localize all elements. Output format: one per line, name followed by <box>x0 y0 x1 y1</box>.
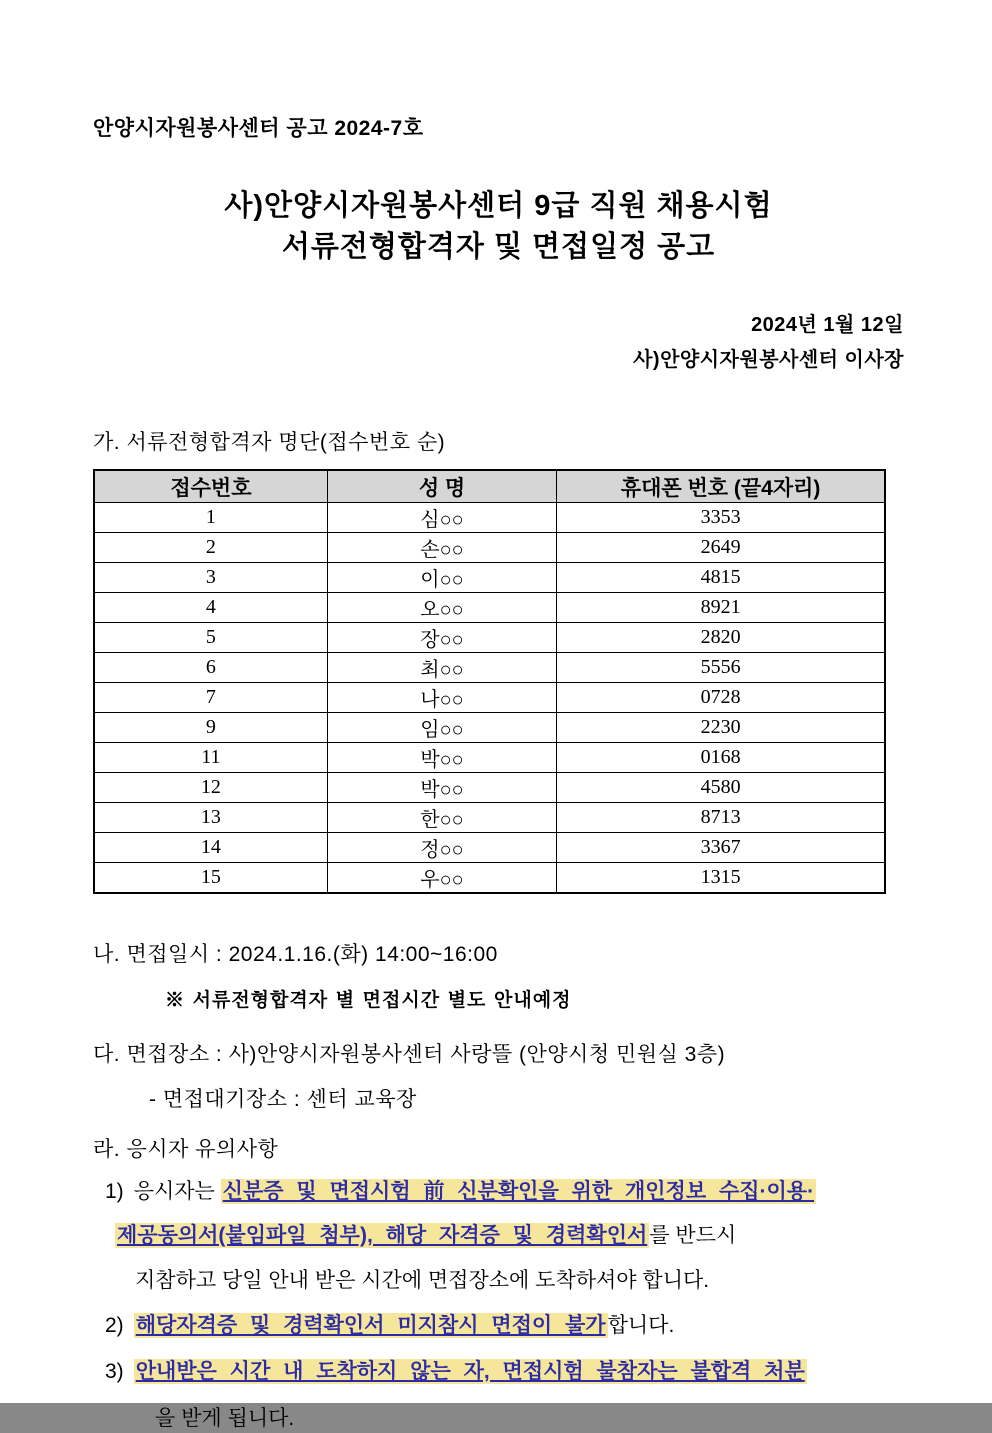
table-cell: 5556 <box>557 653 885 683</box>
table-cell: 3353 <box>557 503 885 533</box>
table-row <box>94 533 885 563</box>
table-cell: 박○○ <box>327 743 556 773</box>
table-row <box>94 773 885 803</box>
table-cell: 11 <box>94 743 327 773</box>
table-cell: 6 <box>94 653 327 683</box>
table-cell: 0168 <box>557 743 885 773</box>
notice-number: 안양시자원봉사센터 공고 2024-7호 <box>93 117 424 140</box>
table-cell: 오○○ <box>327 593 556 623</box>
table-cell: 장○○ <box>327 623 556 653</box>
table-cell: 최○○ <box>327 653 556 683</box>
note-item-2-number: 2) <box>105 1314 124 1338</box>
applicant-table-body <box>94 503 885 894</box>
table-cell: 14 <box>94 833 327 863</box>
table-cell: 심○○ <box>327 503 556 533</box>
table-cell: 우○○ <box>327 863 556 894</box>
note-item-2 <box>105 1312 904 1340</box>
table-cell: 3 <box>94 563 327 593</box>
table-cell: 7 <box>94 683 327 713</box>
waiting-room-line: - 면접대기장소 : 센터 교육장 <box>149 1088 417 1112</box>
note-item-2-suffix: 합니다. <box>607 1314 675 1338</box>
table-cell: 2 <box>94 533 327 563</box>
table-cell: 나○○ <box>327 683 556 713</box>
table-cell: 박○○ <box>327 773 556 803</box>
note-item-1-after-highlight: 를 반드시 <box>649 1223 737 1247</box>
note-item-1-highlight-1: 신분증 및 면접시험 前 신분확인을 위한 개인정보 수집·이용· <box>222 1180 815 1204</box>
note-item-1-line3: 지참하고 당일 안내 받은 시간에 면접장소에 도착하셔야 합니다. <box>135 1269 710 1293</box>
table-header-row <box>94 470 885 503</box>
table-row <box>94 653 885 683</box>
section-a-heading: 가. 서류전형합격자 명단(접수번호 순) <box>93 431 446 455</box>
note-item-3-number: 3) <box>105 1359 124 1383</box>
table-row <box>94 743 885 773</box>
announcement-date: 2024년 1월 12일 <box>751 314 904 337</box>
section-d-heading: 라. 응시자 유의사항 <box>93 1138 279 1162</box>
section-b-heading: 나. 면접일시 : 2024.1.16.(화) 14:00~16:00 <box>93 943 498 967</box>
table-cell: 4815 <box>557 563 885 593</box>
note-item-3-line2: 을 받게 됩니다. <box>155 1407 295 1431</box>
table-row <box>94 863 885 894</box>
table-cell: 손○○ <box>327 533 556 563</box>
note-item-1-line2 <box>115 1222 904 1250</box>
table-row <box>94 563 885 593</box>
document-title-line1: 사)안양시자원봉사센터 9급 직원 채용시험 <box>224 190 773 222</box>
table-column-header: 접수번호 <box>94 470 327 503</box>
date-signature-block <box>93 308 904 378</box>
table-cell: 5 <box>94 623 327 653</box>
table-cell: 2649 <box>557 533 885 563</box>
table-cell: 15 <box>94 863 327 894</box>
table-cell: 0728 <box>557 683 885 713</box>
note-item-3-highlight: 안내받은 시간 내 도착하지 않는 자, 면접시험 불참자는 불합격 처분 <box>135 1359 805 1383</box>
table-cell: 이○○ <box>327 563 556 593</box>
applicant-notes-list <box>93 1178 904 1433</box>
note-item-1-prefix: 응시자는 <box>133 1180 221 1204</box>
table-cell: 임○○ <box>327 713 556 743</box>
note-item-2-highlight: 해당자격증 및 경력확인서 미지참시 면접이 불가 <box>135 1314 606 1338</box>
table-cell: 8921 <box>557 593 885 623</box>
table-cell: 1315 <box>557 863 885 894</box>
note-item-1-highlight-2: 제공동의서(붙임파일 첨부), 해당 자격증 및 경력확인서 <box>117 1223 648 1247</box>
table-cell: 정○○ <box>327 833 556 863</box>
table-column-header: 성 명 <box>327 470 556 503</box>
table-cell: 2820 <box>557 623 885 653</box>
table-row <box>94 623 885 653</box>
section-c-heading: 다. 면접장소 : 사)안양시자원봉사센터 사랑뜰 (안양시청 민원실 3층) <box>93 1043 726 1067</box>
table-cell: 9 <box>94 713 327 743</box>
note-item-1-line1 <box>105 1178 904 1206</box>
document-title-line2: 서류전형합격자 및 면접일정 공고 <box>281 231 716 264</box>
table-column-header: 휴대폰 번호 (끝4자리) <box>557 470 885 503</box>
table-cell: 한○○ <box>327 803 556 833</box>
table-row <box>94 683 885 713</box>
table-cell: 8713 <box>557 803 885 833</box>
table-row <box>94 713 885 743</box>
table-cell: 1 <box>94 503 327 533</box>
table-row <box>94 803 885 833</box>
table-cell: 13 <box>94 803 327 833</box>
table-cell: 2230 <box>557 713 885 743</box>
note-item-3-line1 <box>105 1358 904 1386</box>
table-row <box>94 503 885 533</box>
table-cell: 4580 <box>557 773 885 803</box>
table-cell: 3367 <box>557 833 885 863</box>
table-row <box>94 833 885 863</box>
table-cell: 12 <box>94 773 327 803</box>
note-item-1-number: 1) <box>105 1180 124 1204</box>
table-row <box>94 593 885 623</box>
applicant-table <box>93 469 886 894</box>
signer: 사)안양시자원봉사센터 이사장 <box>633 349 904 372</box>
interview-time-note: ※ 서류전형합격자 별 면접시간 별도 안내예정 <box>165 989 572 1012</box>
document-title <box>93 186 904 268</box>
table-cell: 4 <box>94 593 327 623</box>
